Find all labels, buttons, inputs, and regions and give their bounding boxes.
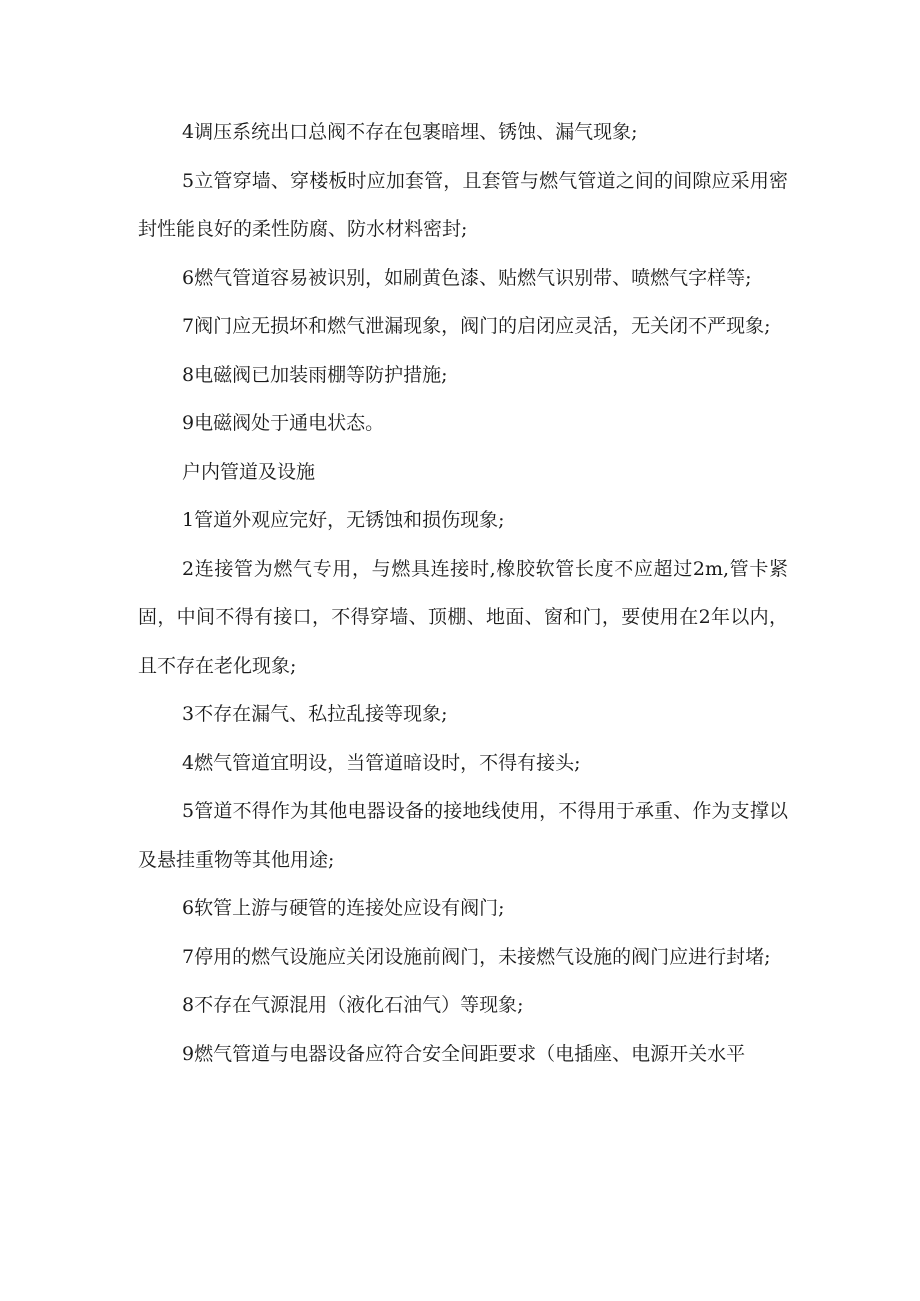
paragraph-riser-sleeve: 5立管穿墙、穿楼板时应加套管，且套管与燃气管道之间的间隙应采用密封性能良好的柔性防腐、防水材料密封; <box>138 169 788 240</box>
paragraph-solenoid-power: 9电磁阀处于通电状态。 <box>182 412 385 434</box>
document-body <box>138 108 788 1078</box>
paragraph-valve-condition: 7阀门应无损坏和燃气泄漏现象，阀门的启闭应灵活，无关闭不严现象; <box>182 315 771 337</box>
paragraph-pipe-identification: 6燃气管道容易被识别，如刷黄色漆、贴燃气识别带、喷燃气字样等; <box>182 266 752 289</box>
paragraph-outlet-valve: 4调压系统出口总阀不存在包裹暗埋、锈蚀、漏气现象; <box>182 121 638 143</box>
paragraph-connection-hose: 2连接管为燃气专用，与燃具连接时,橡胶软管长度不应超过2m,管卡紧固，中间不得有接口，不得穿墙、顶棚、地面、窗和门，要使用在2年以内，且不存在老化现象; <box>138 557 788 677</box>
paragraph-disused-facilities: 7停用的燃气设施应关闭设施前阀门，未接燃气设施的阀门应进行封堵; <box>182 945 771 968</box>
paragraph-pipe-appearance: 1管道外观应完好，无锈蚀和损伤现象; <box>182 509 505 531</box>
paragraph-solenoid-shelter: 8电磁阀已加装雨棚等防护措施; <box>182 363 448 386</box>
paragraph-no-mixed-gas: 8不存在气源混用（液化石油气）等现象; <box>182 994 524 1016</box>
paragraph-electrical-spacing: 9燃气管道与电器设备应符合安全间距要求（电插座、电源开关水平 <box>182 1042 746 1065</box>
section-heading-indoor-pipes: 户内管道及设施 <box>182 460 316 483</box>
paragraph-hose-valve: 6软管上游与硬管的连接处应设有阀门; <box>182 897 505 919</box>
paragraph-no-grounding-use: 5管道不得作为其他电器设备的接地线使用，不得用于承重、作为支撑以及悬挂重物等其他用途; <box>138 800 788 871</box>
paragraph-exposed-installation: 4燃气管道宜明设，当管道暗设时，不得有接头; <box>182 751 581 774</box>
paragraph-no-leakage: 3不存在漏气、私拉乱接等现象; <box>182 703 448 725</box>
